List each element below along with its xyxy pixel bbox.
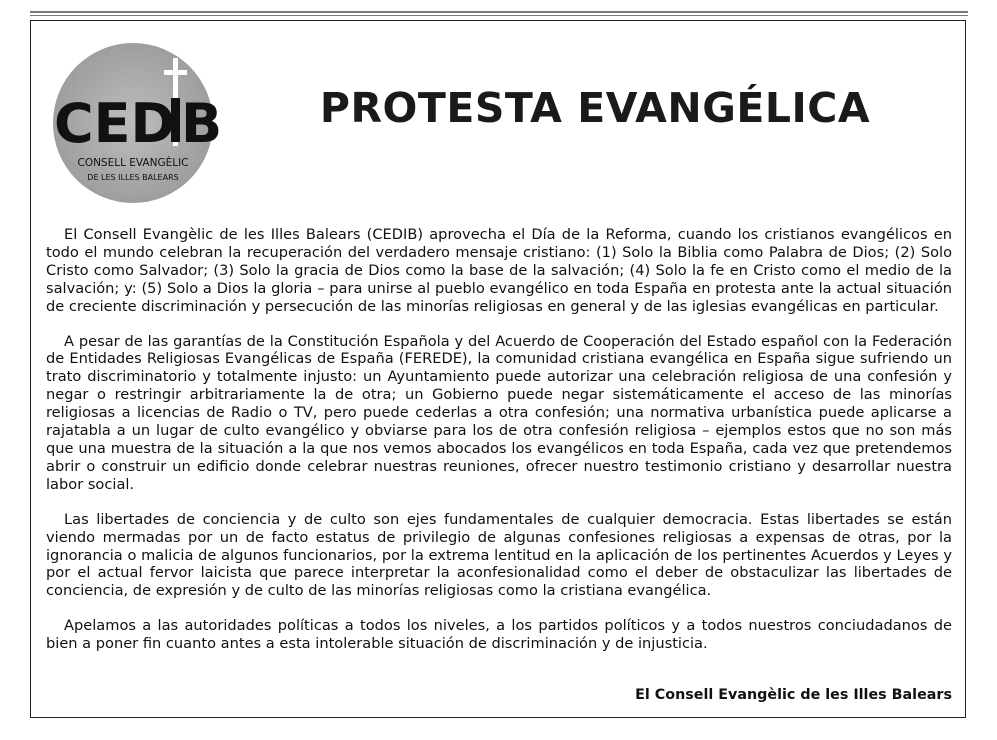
logo-acronym-right: B [181,92,223,155]
paragraph-1: El Consell Evangèlic de les Illes Balears (CEDIB) aprovecha el Día de la Reforma, cuando los cristianos evangélicos en todo el mundo celebran la recuperación del verdadero mensaje cristiano: (1) Solo la Biblia como Palabra de Dios; (2) Solo Cristo como Salvador; (3) Solo la gracia de Dios como la base de la salvación; (4) Solo la fe en Cristo como el medio de la salvación; y: (5) Solo a Dios la gloria – para unirse al pueblo evangélico en toda España en protesta ante la actual situación de creciente discriminación y persecución de las minorías religiosas en general y de las iglesias evangélicas en particular. [46,226,952,315]
top-rule-thin [30,15,968,16]
top-rule [30,11,968,13]
signature: El Consell Evangèlic de les Illes Balears [635,687,952,703]
logo-line1: CONSELL EVANGÈLIC [77,157,189,169]
logo-line2: DE LES ILLES BALEARS [87,173,179,182]
paragraph-2: A pesar de las garantías de la Constitución Española y del Acuerdo de Cooperación del Estado español con la Federación de Entidades Religiosas Evangélicas de España (FEREDE), la comunidad cristiana evangélica en España sigue sufriendo un trato discriminatorio y totalmente injusto: un Ayuntamiento puede autorizar una celebración religiosa de una confesión y negar o restringir arbitrariamente la de otra; un Gobierno puede negar sistemáticamente el acceso de las minorías religiosas a licencias de Radio o TV, pero puede cederlas a otra confesión; una normativa urbanística puede aplicarse a rajatabla a un lugar de culto evangélico y obviarse para los de otra confesión religiosa – ejemplos estos que no son más que una muestra de la situación a la que nos vemos abocados los evangélicos en toda España, cada vez que pretendemos abrir o construir un edificio donde celebrar nuestras reuniones, ofrecer nuestro testimonio cristiano y desarrollar nuestra labor social. [46,332,952,493]
logo-acronym-left: CED [54,92,176,155]
cedib-logo [50,40,223,206]
paragraph-3: Las libertades de conciencia y de culto son ejes fundamentales de cualquier democracia. Estas libertades se están viendo mermadas por un de facto estatus de privilegio de algunas confesiones religiosas a expensas de otras, por la ignorancia o malicia de algunos funcionarios, por la extrema lentitud en la aplicación de los pertinentes Acuerdos y Leyes y por el actual fervor laicista que parece interpretar la aconfesionalidad como el deber de obstaculizar las libertades de conciencia, de expresión y de culto de las minorías religiosas como la cristiana evangélica. [46,510,952,600]
body-text [46,226,952,670]
logo-cross-horizontal [164,70,187,75]
page-title: PROTESTA EVANGÉLICA [319,84,871,132]
paragraph-4: Apelamos a las autoridades políticas a todos los niveles, a los partidos políticos y a todos nuestros conciudadanos de bien a poner fin cuanto antes a esta intolerable situación de discriminación y de injusticia. [46,617,952,653]
